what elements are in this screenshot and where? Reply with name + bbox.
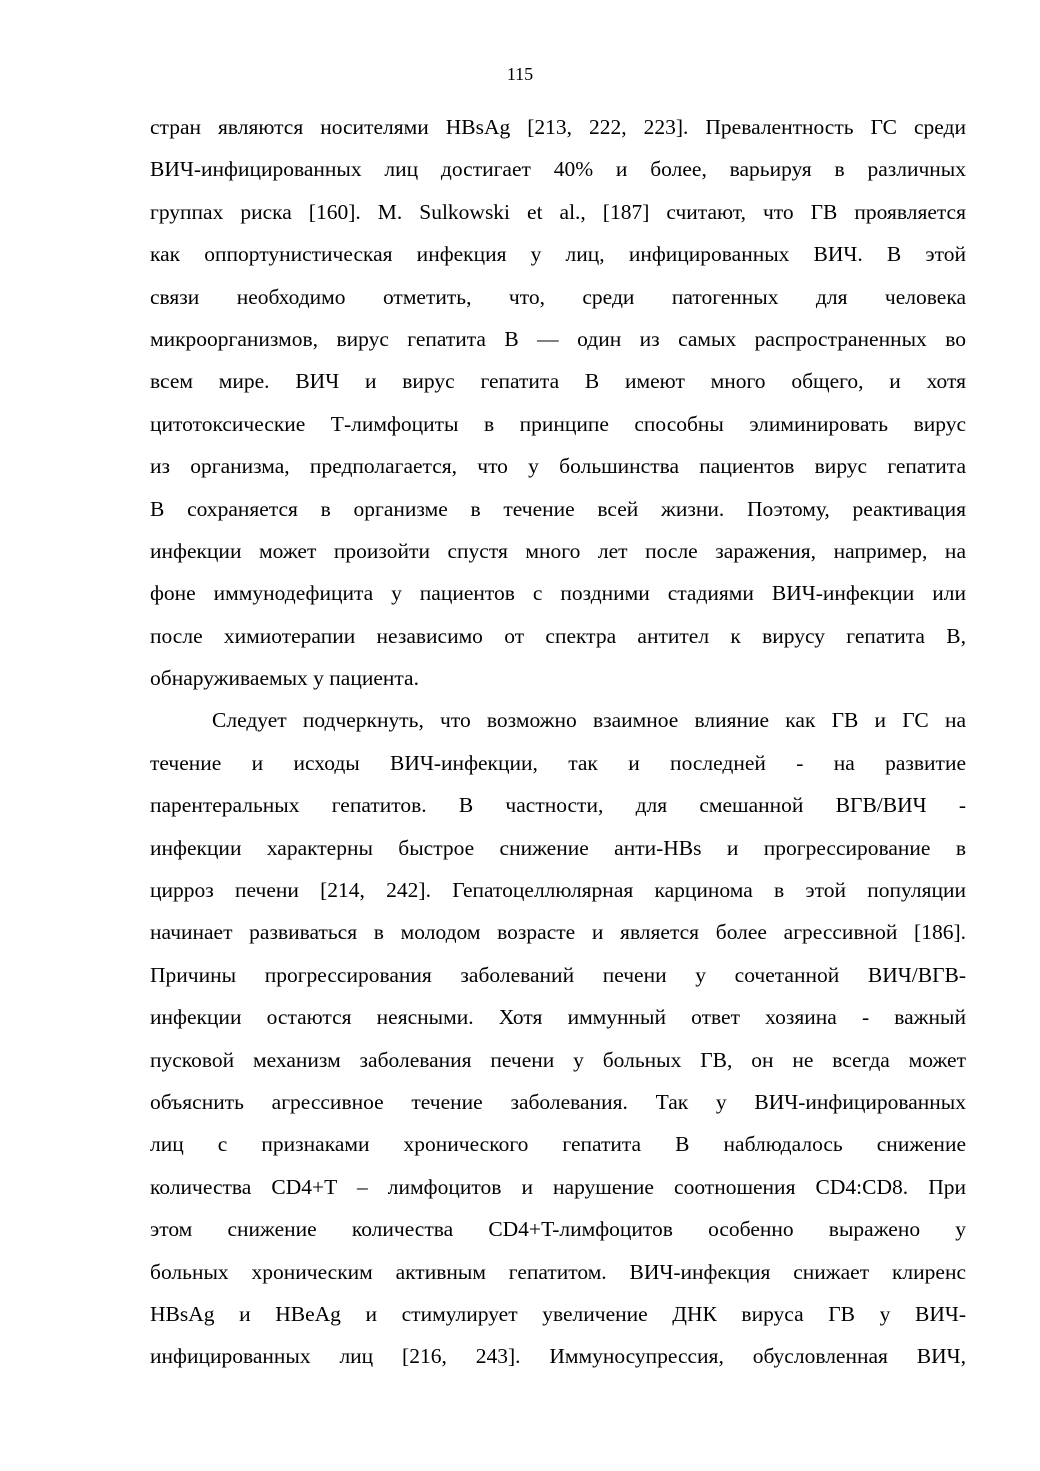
text-line: обнаруживаемых у пациента.: [150, 666, 419, 691]
text-line: этом снижение количества CD4+T-лимфоцитов особенно выражено у: [150, 1217, 966, 1242]
text-line: цирроз печени [214, 242]. Гепатоцеллюлярная карцинома в этой популяции: [150, 878, 966, 903]
text-line: лиц с признаками хронического гепатита В наблюдалось снижение: [150, 1132, 966, 1157]
page-body: [150, 106, 966, 1378]
text-line: инфекции может произойти спустя много лет после заражения, например, на: [150, 538, 966, 563]
text-line: HBsAg и HBeAg и стимулирует увеличение ДНК вируса ГВ у ВИЧ-: [150, 1301, 966, 1326]
text-line: после химиотерапии независимо от спектра антител к вирусу гепатита В,: [150, 623, 966, 648]
text-line: из организма, предполагается, что у большинства пациентов вирус гепатита: [150, 454, 966, 479]
text-line: всем мире. ВИЧ и вирус гепатита В имеют много общего, и хотя: [150, 369, 966, 394]
text-line: ВИЧ-инфицированных лиц достигает 40% и более, варьируя в различных: [150, 157, 966, 182]
text-line: группах риска [160]. M. Sulkowski et al., [187] считают, что ГВ проявляется: [150, 199, 966, 224]
text-line: Причины прогрессирования заболеваний печени у сочетанной ВИЧ/ВГВ-: [150, 962, 966, 987]
text-line: инфекции остаются неясными. Хотя иммунный ответ хозяина - важный: [150, 1005, 966, 1030]
text-line: количества CD4+T – лимфоцитов и нарушение соотношения CD4:CD8. При: [150, 1174, 966, 1199]
text-line: микроорганизмов, вирус гепатита В — один из самых распространенных во: [150, 326, 966, 351]
paragraph-2: [150, 699, 966, 1377]
text-line: инфицированных лиц [216, 243]. Иммуносупрессия, обусловленная ВИЧ,: [150, 1344, 966, 1369]
text-line: течение и исходы ВИЧ-инфекции, так и последней - на развитие: [150, 750, 966, 775]
text-line: пусковой механизм заболевания печени у больных ГВ, он не всегда может: [150, 1047, 966, 1072]
text-line: связи необходимо отметить, что, среди патогенных для человека: [150, 284, 966, 309]
text-line: стран являются носителями HBsAg [213, 222, 223]. Превалентность ГС среди: [150, 115, 966, 139]
page-number: 115: [506, 64, 534, 84]
text-line: В сохраняется в организме в течение всей жизни. Поэтому, реактивация: [150, 496, 966, 521]
text-line: больных хроническим активным гепатитом. ВИЧ-инфекция снижает клиренс: [150, 1259, 966, 1284]
text-line: как оппортунистическая инфекция у лиц, инфицированных ВИЧ. В этой: [150, 242, 966, 267]
text-line: инфекции характерны быстрое снижение анти-HBs и прогрессирование в: [150, 835, 966, 860]
text-line: объяснить агрессивное течение заболевания. Так у ВИЧ-инфицированных: [150, 1089, 966, 1114]
text-line: Следует подчеркнуть, что возможно взаимное влияние как ГВ и ГС на: [212, 708, 966, 733]
text-line: цитотоксические Т-лимфоциты в принципе способны элиминировать вирус: [150, 411, 966, 436]
paragraph-1: [150, 106, 966, 699]
text-line: начинает развиваться в молодом возрасте и является более агрессивной [186].: [150, 920, 966, 945]
text-line: парентеральных гепатитов. В частности, для смешанной ВГВ/ВИЧ -: [150, 793, 966, 818]
text-line: фоне иммунодефицита у пациентов с поздними стадиями ВИЧ-инфекции или: [150, 581, 966, 606]
